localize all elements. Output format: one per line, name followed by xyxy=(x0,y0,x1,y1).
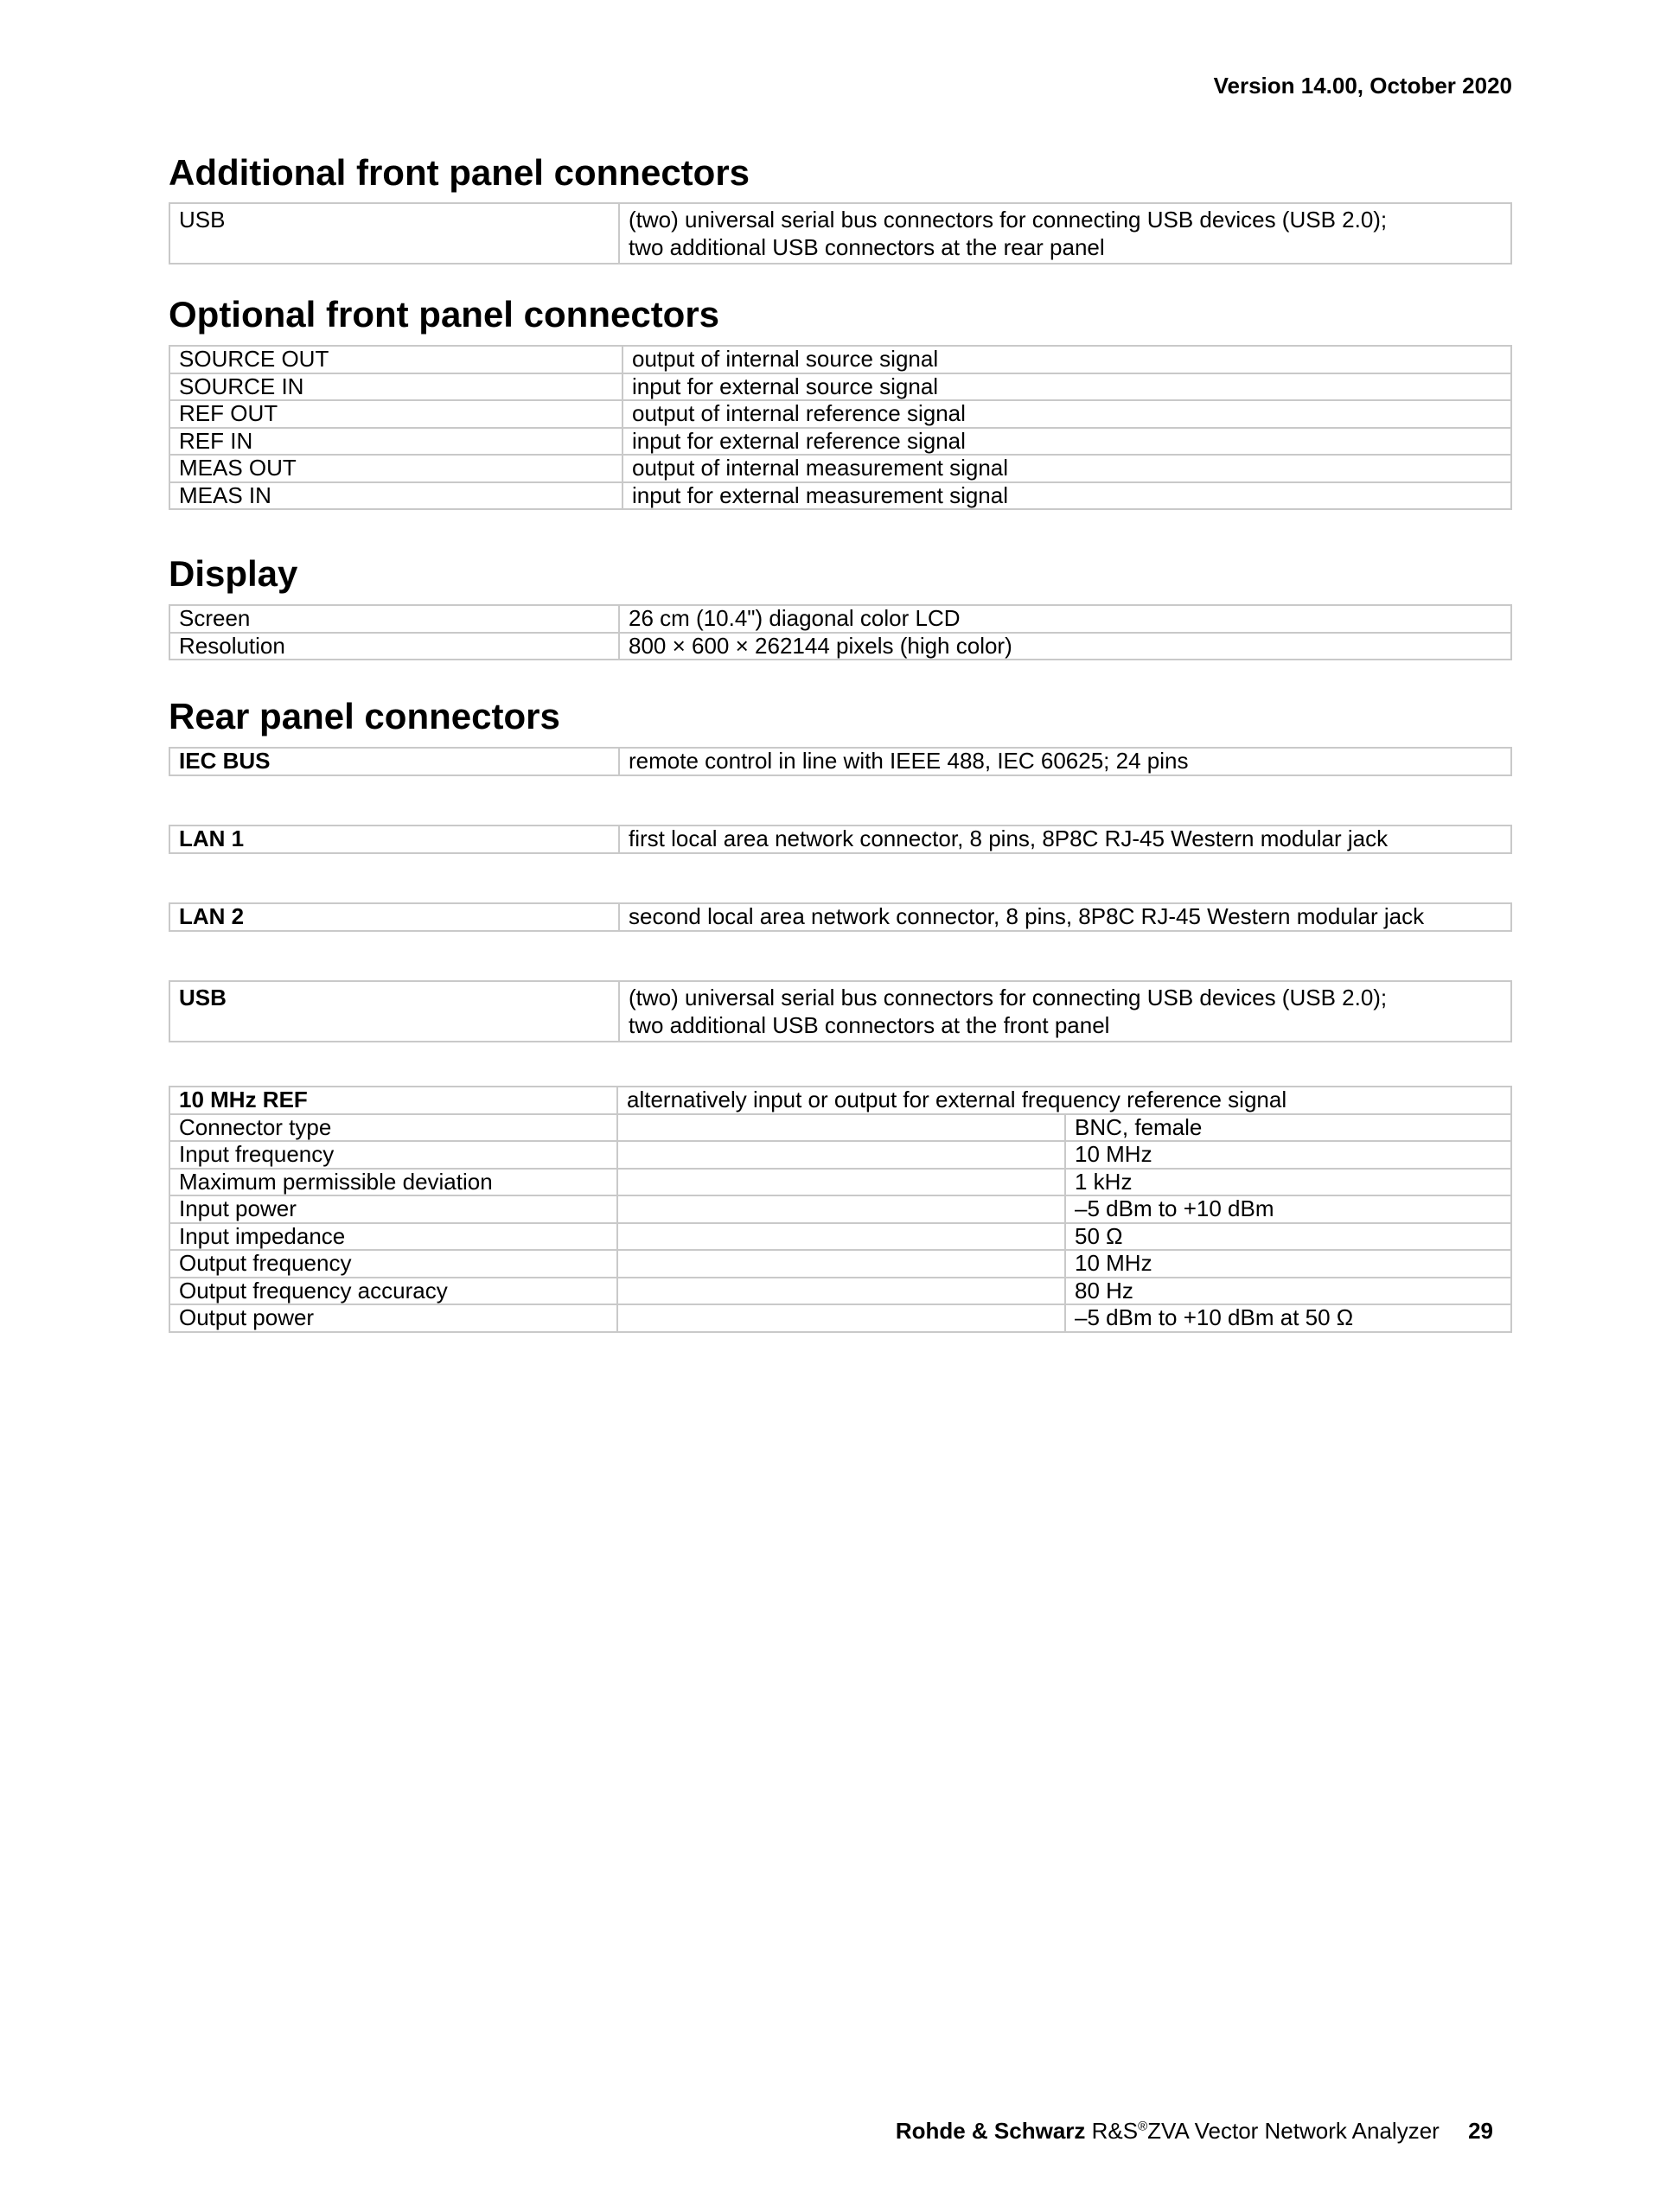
row-value xyxy=(619,981,1511,1042)
row-label: Resolution xyxy=(169,633,619,660)
table-row xyxy=(169,1223,1511,1251)
row-value: –5 dBm to +10 dBm xyxy=(1065,1195,1511,1223)
row-label: MEAS OUT xyxy=(169,455,622,482)
row-spacer xyxy=(617,1278,1065,1305)
row-spacer xyxy=(617,1169,1065,1196)
row-value: 26 cm (10.4") diagonal color LCD xyxy=(619,605,1511,633)
table-row xyxy=(169,1114,1511,1142)
table-row xyxy=(169,1141,1511,1169)
section-title-rear-panel: Rear panel connectors xyxy=(169,696,560,736)
row-spacer xyxy=(617,1250,1065,1278)
row-value: 1 kHz xyxy=(1065,1169,1511,1196)
row-label: LAN 1 xyxy=(169,826,619,853)
row-value: remote control in line with IEEE 488, IEC 60625; 24 pins xyxy=(619,748,1511,775)
rear-usb-table xyxy=(169,980,1512,1042)
table-row xyxy=(169,203,1511,264)
row-label: Output frequency xyxy=(169,1250,617,1278)
table-row xyxy=(169,903,1511,931)
row-value: input for external source signal xyxy=(622,373,1511,401)
row-spacer xyxy=(617,1304,1065,1332)
table-row xyxy=(169,1250,1511,1278)
section-title-display: Display xyxy=(169,553,298,594)
row-label: IEC BUS xyxy=(169,748,619,775)
display-table xyxy=(169,604,1512,660)
row-label: SOURCE OUT xyxy=(169,346,622,373)
footer-product: ZVA Vector Network Analyzer xyxy=(1147,2118,1440,2144)
row-label: Input impedance xyxy=(169,1223,617,1251)
row-label: 10 MHz REF xyxy=(169,1087,617,1114)
footer-company: Rohde & Schwarz xyxy=(895,2118,1086,2144)
page-number: 29 xyxy=(1468,2118,1493,2144)
row-value: input for external measurement signal xyxy=(622,482,1511,510)
row-value: 50 Ω xyxy=(1065,1223,1511,1251)
row-label: Screen xyxy=(169,605,619,633)
row-value: –5 dBm to +10 dBm at 50 Ω xyxy=(1065,1304,1511,1332)
row-value-line: two additional USB connectors at the rear panel xyxy=(629,234,1105,260)
row-value: BNC, female xyxy=(1065,1114,1511,1142)
row-value: input for external reference signal xyxy=(622,428,1511,456)
table-row xyxy=(169,633,1511,660)
lan2-table xyxy=(169,902,1512,932)
table-row xyxy=(169,455,1511,482)
row-label: Output power xyxy=(169,1304,617,1332)
section-title-additional-front: Additional front panel connectors xyxy=(169,152,750,193)
row-spacer xyxy=(617,1114,1065,1142)
table-row xyxy=(169,1169,1511,1196)
table-row xyxy=(169,400,1511,428)
row-spacer xyxy=(617,1141,1065,1169)
table-row xyxy=(169,605,1511,633)
row-value: second local area network connector, 8 pins, 8P8C RJ-45 Western modular jack xyxy=(619,903,1511,931)
row-value-line: (two) universal serial bus connectors for connecting USB devices (USB 2.0); xyxy=(629,985,1388,1010)
row-value: first local area network connector, 8 pins, 8P8C RJ-45 Western modular jack xyxy=(619,826,1511,853)
row-value: alternatively input or output for external frequency reference signal xyxy=(617,1087,1511,1114)
row-value: output of internal source signal xyxy=(622,346,1511,373)
table-row xyxy=(169,1087,1511,1114)
row-spacer xyxy=(617,1195,1065,1223)
footer-brand-prefix: R&S xyxy=(1091,2118,1139,2144)
row-label: Input power xyxy=(169,1195,617,1223)
row-value: 10 MHz xyxy=(1065,1250,1511,1278)
row-label: Connector type xyxy=(169,1114,617,1142)
table-row xyxy=(169,981,1511,1042)
row-value: output of internal measurement signal xyxy=(622,455,1511,482)
table-row xyxy=(169,428,1511,456)
table-row xyxy=(169,482,1511,510)
page-footer xyxy=(169,2118,1493,2145)
row-label: USB xyxy=(169,981,619,1042)
registered-mark: ® xyxy=(1138,2119,1148,2134)
row-value-line: two additional USB connectors at the front panel xyxy=(629,1012,1110,1038)
row-label: Maximum permissible deviation xyxy=(169,1169,617,1196)
row-value: 800 × 600 × 262144 pixels (high color) xyxy=(619,633,1511,660)
table-row xyxy=(169,346,1511,373)
row-label: REF IN xyxy=(169,428,622,456)
iec-bus-table xyxy=(169,747,1512,776)
table-row xyxy=(169,826,1511,853)
lan1-table xyxy=(169,825,1512,854)
table-row xyxy=(169,373,1511,401)
row-label: MEAS IN xyxy=(169,482,622,510)
row-value-line: (two) universal serial bus connectors for connecting USB devices (USB 2.0); xyxy=(629,207,1388,233)
row-value: 10 MHz xyxy=(1065,1141,1511,1169)
row-label: SOURCE IN xyxy=(169,373,622,401)
row-label: REF OUT xyxy=(169,400,622,428)
row-label: LAN 2 xyxy=(169,903,619,931)
footer-brand xyxy=(1092,2118,1440,2144)
row-value xyxy=(619,203,1511,264)
section-title-optional-front: Optional front panel connectors xyxy=(169,294,720,335)
ref10-table xyxy=(169,1086,1512,1333)
row-value: 80 Hz xyxy=(1065,1278,1511,1305)
table-row xyxy=(169,1278,1511,1305)
row-label: USB xyxy=(169,203,619,264)
table-row xyxy=(169,1195,1511,1223)
row-value: output of internal reference signal xyxy=(622,400,1511,428)
additional-front-table xyxy=(169,202,1512,265)
row-label: Input frequency xyxy=(169,1141,617,1169)
table-row xyxy=(169,1304,1511,1332)
version-header: Version 14.00, October 2020 xyxy=(1213,73,1512,99)
row-spacer xyxy=(617,1223,1065,1251)
table-row xyxy=(169,748,1511,775)
row-label: Output frequency accuracy xyxy=(169,1278,617,1305)
optional-front-table xyxy=(169,345,1512,510)
